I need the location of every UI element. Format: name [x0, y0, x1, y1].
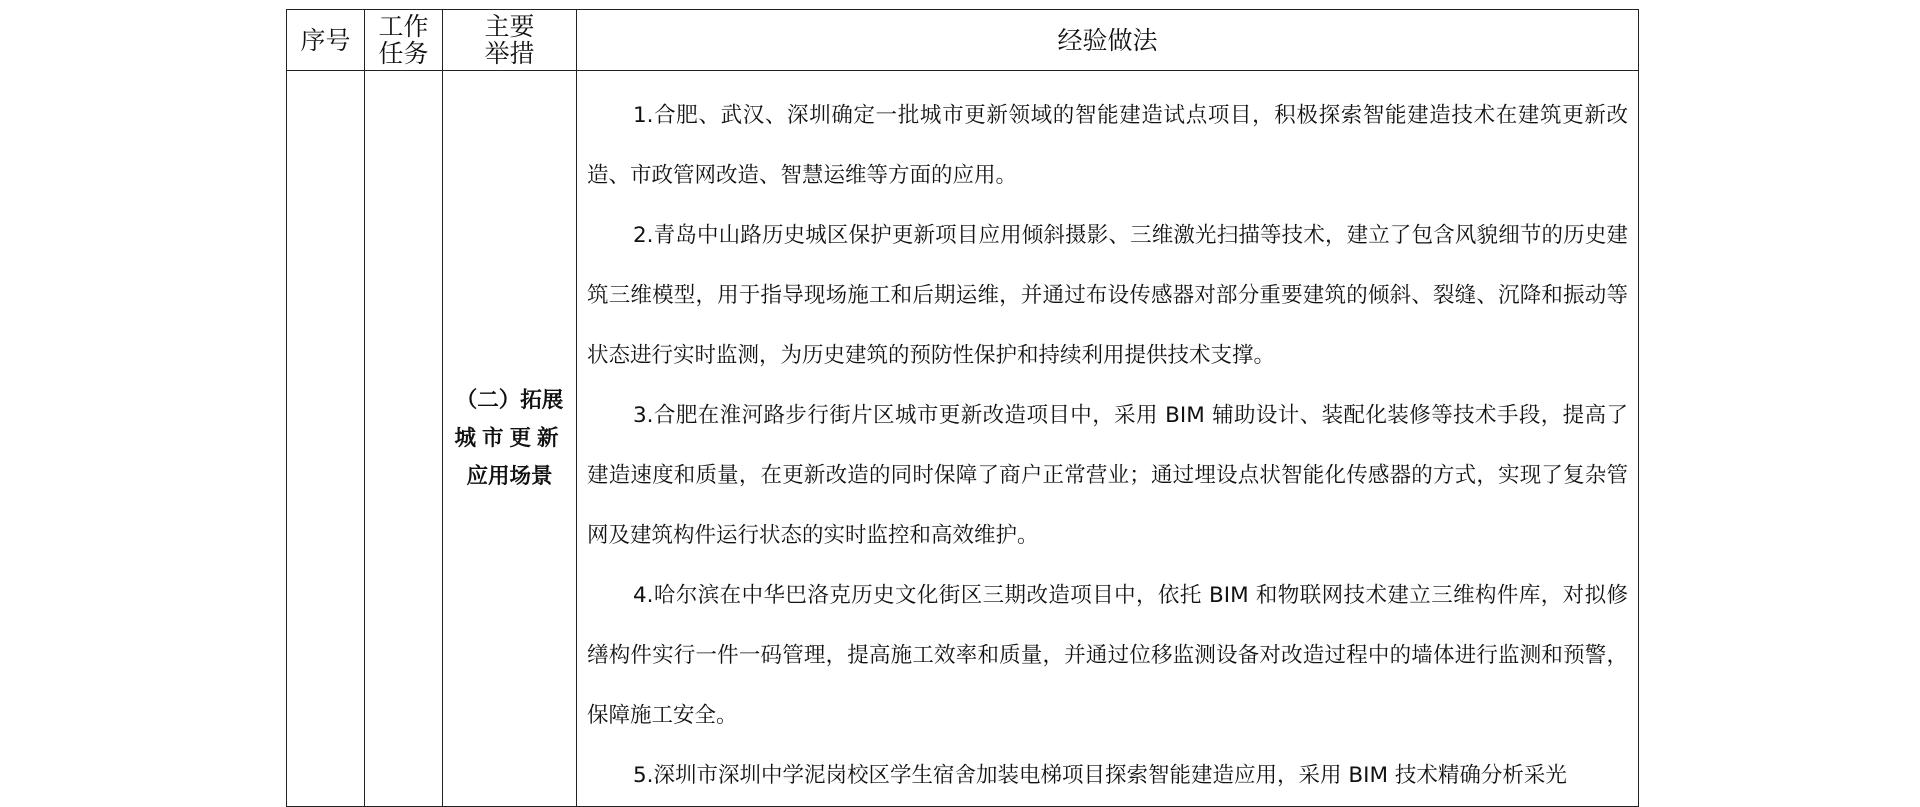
cell-experience: [577, 71, 1639, 807]
experience-paragraph-3: 3.合肥在淮河路步行街片区城市更新改造项目中，采用 BIM 辅助设计、装配化装修等技术手段，提高了建造速度和质量，在更新改造的同时保障了商户正常营业；通过埋设点状智能化传感器的方式，实现了复杂管网及建筑构件运行状态的实时监控和高效维护。: [587, 403, 1628, 548]
measure-line1: （二）拓展: [455, 387, 564, 413]
header-task-line1: 工作: [378, 12, 429, 41]
cell-seq: [287, 71, 365, 807]
header-seq: 序号: [287, 10, 365, 71]
cell-measure: [443, 71, 577, 807]
cell-task: [365, 71, 443, 807]
experience-table: [286, 9, 1639, 807]
header-measure: [443, 10, 577, 71]
measure-line2: 城市更新: [454, 425, 565, 451]
experience-paragraph-1: 1.合肥、武汉、深圳确定一批城市更新领域的智能建造试点项目，积极探索智能建造技术在建筑更新改造、市政管网改造、智慧运维等方面的应用。: [587, 103, 1628, 188]
header-measure-line1: 主要: [484, 12, 535, 41]
experience-paragraph-2: 2.青岛中山路历史城区保护更新项目应用倾斜摄影、三维激光扫描等技术，建立了包含风貌细节的历史建筑三维模型，用于指导现场施工和后期运维，并通过布设传感器对部分重要建筑的倾斜、裂缝、沉降和振动等状态进行实时监测，为历史建筑的预防性保护和持续利用提供技术支撑。: [587, 223, 1628, 368]
measure-line3: 应用场景: [466, 463, 553, 489]
experience-paragraph-4: 4.哈尔滨在中华巴洛克历史文化街区三期改造项目中，依托 BIM 和物联网技术建立三维构件库，对拟修缮构件实行一件一码管理，提高施工效率和质量，并通过位移监测设备对改造过程中的墙体进行监测和预警，保障施工安全。: [587, 583, 1628, 728]
header-row: [287, 10, 1639, 71]
header-measure-line2: 举措: [484, 39, 535, 68]
header-experience: 经验做法: [577, 10, 1639, 71]
header-task-line2: 任务: [378, 39, 429, 68]
table-row: [287, 71, 1639, 807]
header-task: [365, 10, 443, 71]
experience-paragraph-5: 5.深圳市深圳中学泥岗校区学生宿舍加装电梯项目探索智能建造应用，采用 BIM 技术精确分析采光: [633, 763, 1567, 788]
